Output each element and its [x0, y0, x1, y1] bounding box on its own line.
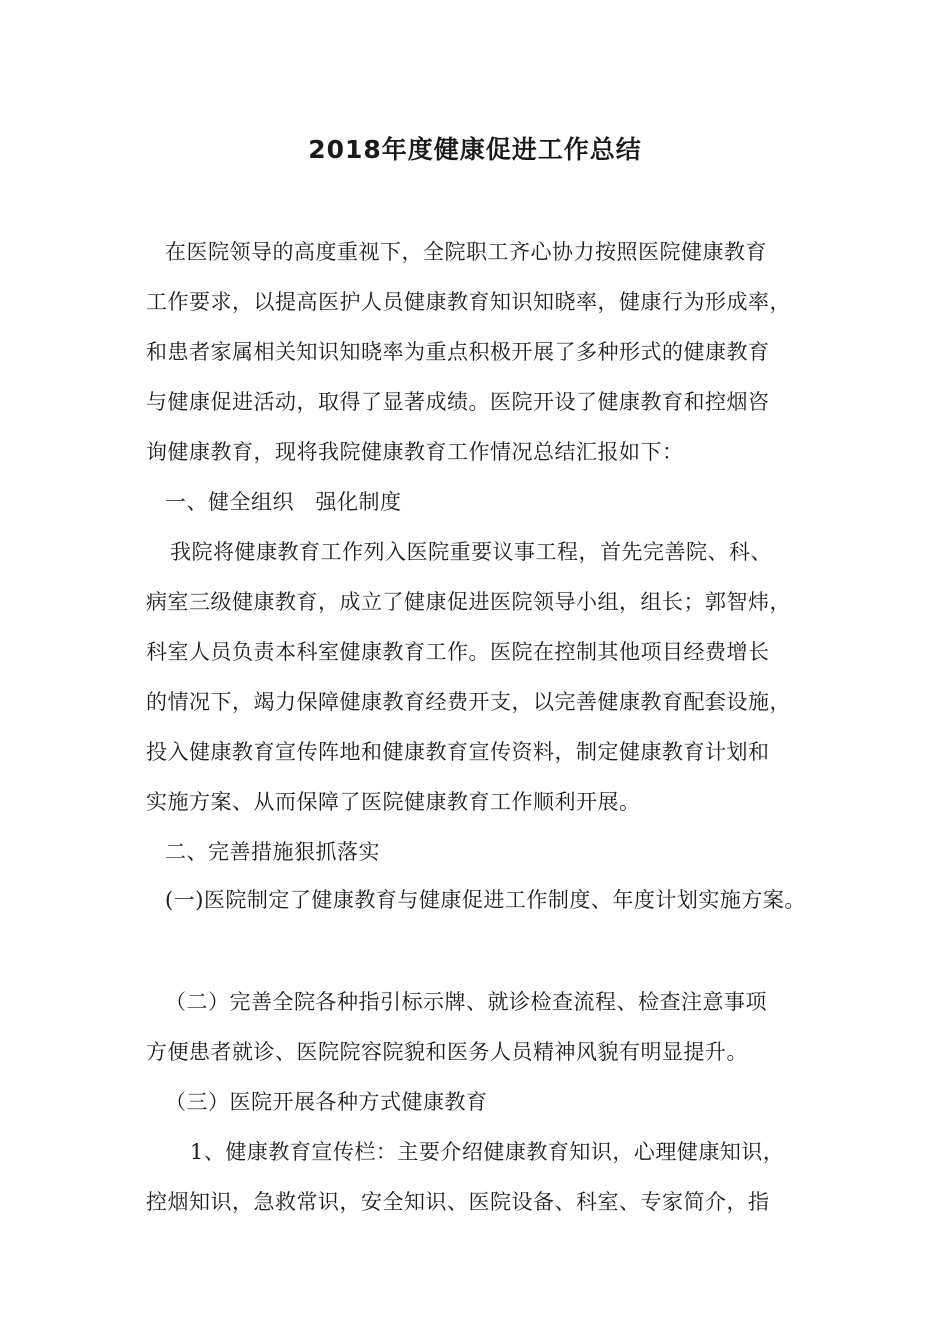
paragraph-line: 我院将健康教育工作列入医院重要议事工程，首先完善院、科、: [170, 540, 772, 564]
paragraph-line: 1、健康教育宣传栏：主要介绍健康教育知识，心理健康知识，: [190, 1140, 785, 1164]
section-heading: 二、完善措施狠抓落实: [165, 840, 380, 864]
paragraph-line: 和患者家属相关知识知晓率为重点积极开展了多种形式的健康教育: [146, 340, 770, 364]
paragraph-line: 的情况下，竭力保障健康教育经费开支，以完善健康教育配套设施，: [146, 690, 791, 714]
paragraph-line: 在医院领导的高度重视下，全院职工齐心协力按照医院健康教育: [165, 240, 767, 264]
paragraph-line: 与健康促进活动，取得了显著成绩。医院开设了健康教育和控烟咨: [146, 390, 770, 414]
paragraph-line: 实施方案、从而保障了医院健康教育工作顺利开展。: [146, 790, 641, 814]
paragraph-line: 病室三级健康教育，成立了健康促进医院领导小组，组长；郭智炜，: [146, 590, 791, 614]
section-heading: 一、健全组织 强化制度: [165, 490, 402, 514]
paragraph-line: 控烟知识，急救常识，安全知识、医院设备、科室、专家简介，指: [146, 1190, 770, 1214]
document-title: 2018年度健康促进工作总结: [308, 135, 642, 164]
paragraph-line: （二）完善全院各种指引标示牌、就诊检查流程、检查注意事项: [165, 990, 767, 1014]
paragraph-line: 询健康教育，现将我院健康教育工作情况总结汇报如下：: [146, 440, 684, 464]
paragraph-line: 投入健康教育宣传阵地和健康教育宣传资料，制定健康教育计划和: [146, 740, 770, 764]
paragraph-line: 工作要求，以提高医护人员健康教育知识知晓率，健康行为形成率，: [146, 290, 791, 314]
paragraph-line: 方便患者就诊、医院院容院貌和医务人员精神风貌有明显提升。: [146, 1040, 748, 1064]
subsection-heading: （三）医院开展各种方式健康教育: [165, 1090, 488, 1114]
paragraph-line: (一)医院制定了健康教育与健康促进工作制度、年度计划实施方案。: [165, 888, 806, 912]
paragraph-line: 科室人员负责本科室健康教育工作。医院在控制其他项目经费增长: [146, 640, 770, 664]
